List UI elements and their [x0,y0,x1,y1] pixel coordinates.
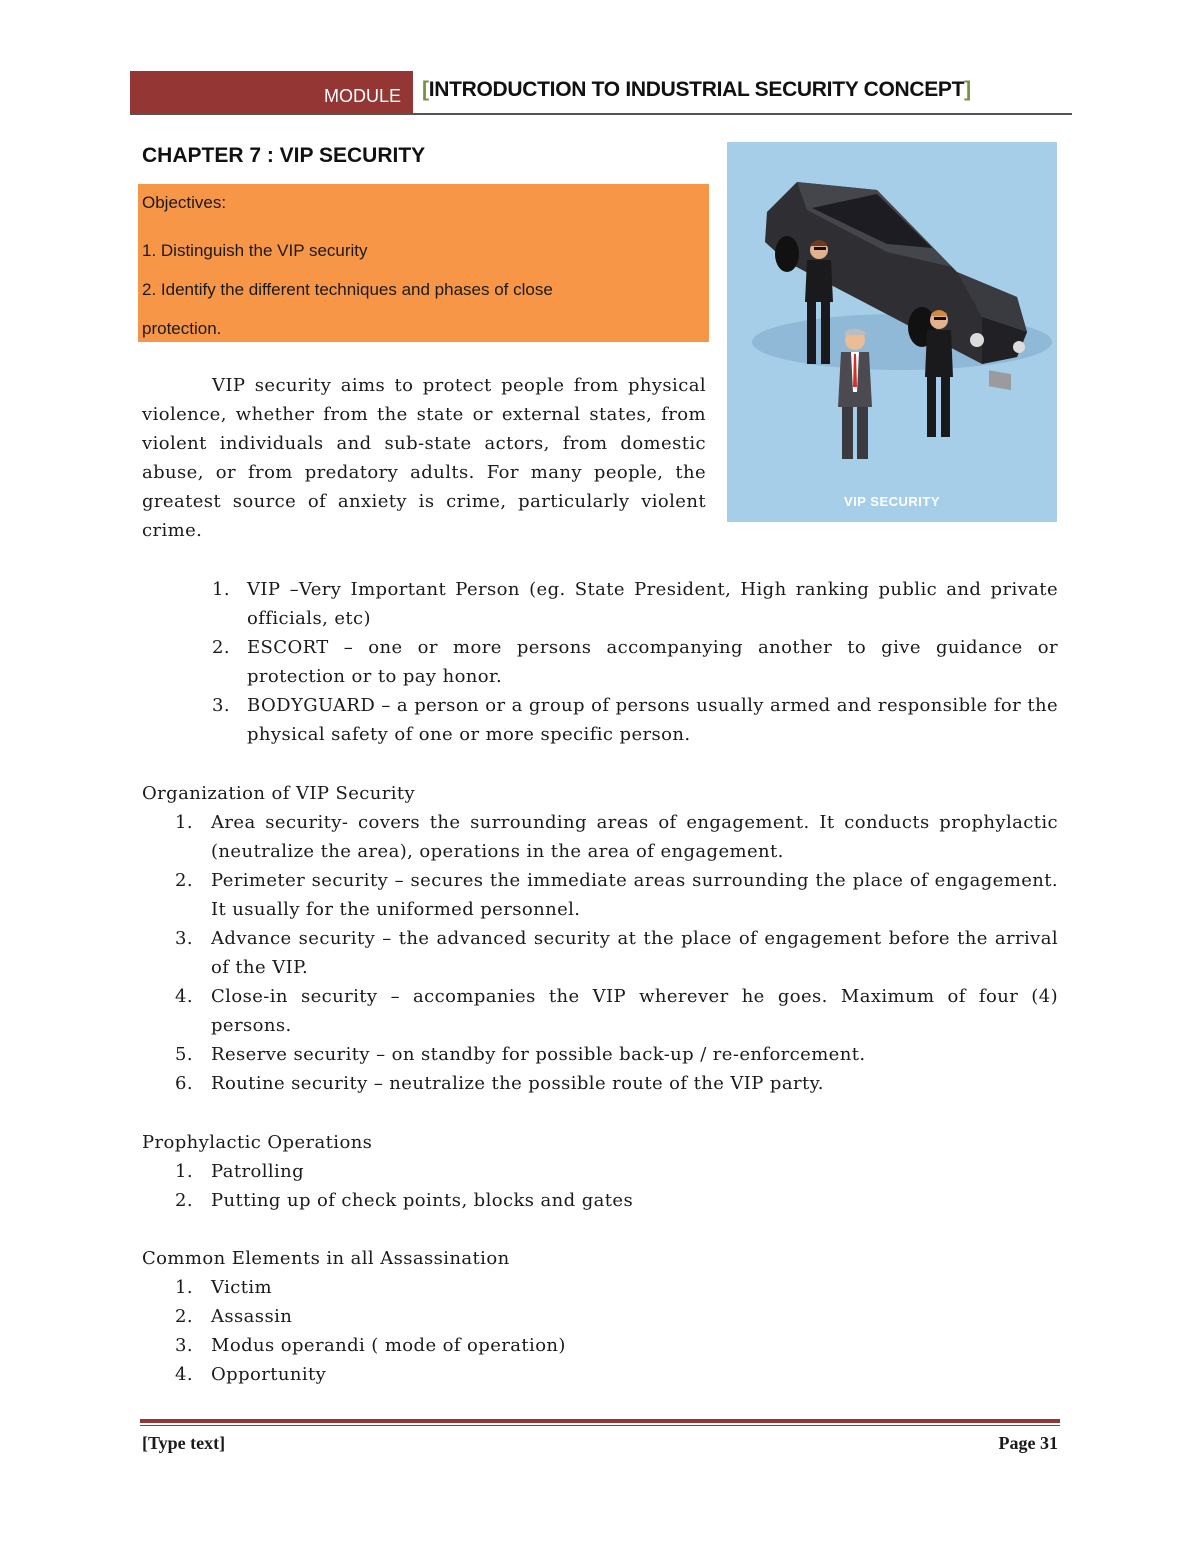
bracket-open: [ [422,78,429,101]
list-item [212,575,1058,633]
list-item [212,633,1058,691]
prophylactic-list [175,1157,1058,1215]
list-number: 2. [175,1306,193,1327]
objectives-box [138,184,709,342]
list-text: Reserve security – on standby for possible back-up / re-enforcement. [211,1044,866,1065]
list-number: 2. [175,1190,193,1211]
list-item [175,1069,1058,1098]
list-number: 2. [175,870,193,891]
list-text: Area security- covers the surrounding areas of engagement. It conducts prophylactic (neutralize the area), operations in the area of engagement. [211,812,1058,862]
list-text: Opportunity [211,1364,327,1385]
header-divider [130,113,1072,115]
list-text: Close-in security – accompanies the VIP wherever he goes. Maximum of four (4) persons. [211,986,1058,1036]
list-text: Putting up of check points, blocks and gates [211,1190,634,1211]
list-item [175,1040,1058,1069]
list-number: 3. [175,1335,193,1356]
intro-text: VIP security aims to protect people from physical violence, whether from the state or external states, from violent individuals and sub-state actors, from domestic abuse, or from predatory adults. For many people, the greatest source of anxiety is crime, particularly violent crime. [142,375,706,541]
list-item [212,691,1058,749]
module-title [422,78,1072,114]
chapter-title: CHAPTER 7 : VIP SECURITY [142,144,426,167]
list-number: 1. [175,1277,193,1298]
module-label-bar [130,71,413,113]
page-number: Page 31 [998,1433,1058,1453]
module-title-text: INTRODUCTION TO INDUSTRIAL SECURITY CONCEPT [428,78,965,101]
list-item [175,1157,1058,1186]
list-text: VIP –Very Important Person (eg. State President, High ranking public and private officials, etc) [247,579,1058,629]
list-item [175,1331,1058,1360]
list-number: 4. [175,986,193,1007]
bracket-close: ] [964,78,971,101]
list-item [175,808,1058,866]
list-number: 1. [175,1161,193,1182]
footer-divider-thin [140,1425,1060,1426]
list-item [175,1302,1058,1331]
list-number: 4. [175,1364,193,1385]
assassination-heading: Common Elements in all Assassination [142,1248,510,1269]
list-text: ESCORT – one or more persons accompanying another to give guidance or protection or to pay honor. [247,637,1058,687]
vip-security-illustration [727,142,1057,522]
intro-paragraph [142,371,706,545]
list-text: Routine security – neutralize the possible route of the VIP party. [211,1073,824,1094]
list-text: BODYGUARD – a person or a group of persons usually armed and responsible for the physical safety of one or more specific person. [247,695,1058,745]
list-text: Perimeter security – secures the immediate areas surrounding the place of engagement. It usually for the uniformed personnel. [211,870,1058,920]
list-text: Assassin [211,1306,293,1327]
definitions-list [212,575,1058,749]
footer-divider [140,1419,1060,1423]
list-number: 2. [212,637,230,658]
illustration-caption: VIP SECURITY [843,494,941,509]
organization-list [175,808,1058,1098]
objectives-heading: Objectives: [142,193,227,212]
objective-item: 1. Distinguish the VIP security [142,241,368,260]
list-item [175,1360,1058,1389]
list-item [175,924,1058,982]
list-item [175,982,1058,1040]
list-text: Advance security – the advanced security at the place of engagement before the arrival of the VIP. [211,928,1058,978]
prophylactic-heading: Prophylactic Operations [142,1132,373,1153]
limousine-bodyguards-image [727,142,1057,522]
list-number: 5. [175,1044,193,1065]
list-number: 6. [175,1073,193,1094]
list-number: 3. [175,928,193,949]
footer-placeholder-text: [Type text] [142,1433,226,1453]
objective-item-continued: protection. [142,319,222,338]
list-number: 1. [212,579,230,600]
list-item [175,1273,1058,1302]
organization-heading: Organization of VIP Security [142,783,416,804]
list-text: Victim [211,1277,272,1298]
list-number: 3. [212,695,230,716]
module-label: MODULE [323,86,401,106]
list-number: 1. [175,812,193,833]
list-item [175,866,1058,924]
objective-item: 2. Identify the different techniques and phases of close [142,280,553,299]
list-item [175,1186,1058,1215]
list-text: Modus operandi ( mode of operation) [211,1335,566,1356]
assassination-list [175,1273,1058,1389]
list-text: Patrolling [211,1161,305,1182]
